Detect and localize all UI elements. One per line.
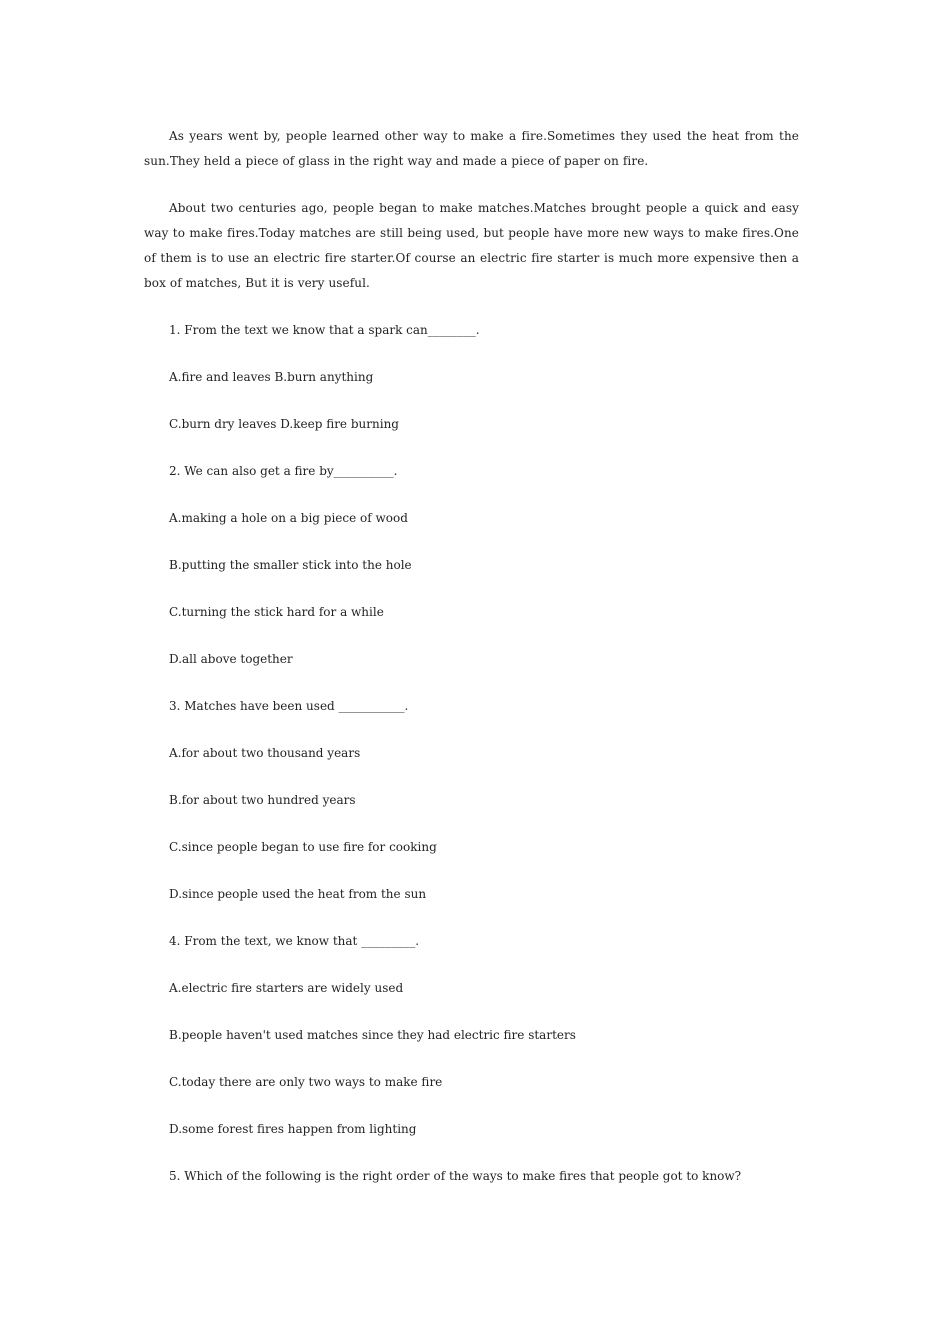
answer-option: B.people haven't used matches since they had electric fire starters (169, 1028, 576, 1042)
answer-option: D.all above together (169, 652, 293, 666)
answer-option: C.turning the stick hard for a while (169, 605, 384, 619)
answer-option: A.making a hole on a big piece of wood (169, 511, 408, 525)
question-stem: 4. From the text, we know that _________. (169, 934, 420, 948)
question-stem: 5. Which of the following is the right order of the ways to make fires that people got to know? (169, 1169, 742, 1183)
answer-option: A.for about two thousand years (169, 746, 361, 760)
answer-option: B.for about two hundred years (169, 793, 356, 807)
passage-paragraph: As years went by, people learned other way to make a fire.Sometimes they used the heat from the sun.They held a piece of glass in the right way and made a piece of paper on fire. (144, 129, 799, 168)
answer-option: A.electric fire starters are widely used (169, 981, 404, 995)
question-stem: 3. Matches have been used ___________. (169, 699, 409, 713)
answer-option: C.today there are only two ways to make fire (169, 1075, 443, 1089)
question-stem: 1. From the text we know that a spark can________. (169, 323, 480, 337)
answer-option: C.since people began to use fire for cooking (169, 840, 437, 854)
answer-option: B.putting the smaller stick into the hole (169, 558, 412, 572)
document-content (144, 124, 799, 1211)
answer-option: C.burn dry leaves D.keep fire burning (169, 417, 399, 431)
question-stem: 2. We can also get a fire by__________. (169, 464, 398, 478)
passage-paragraph: About two centuries ago, people began to make matches.Matches brought people a quick and easy way to make fires.Today matches are still being used, but people have more new ways to make fires.One of them is to use an electric fire starter.Of course an electric fire starter is much more expensive then a box of matches, But it is very useful. (144, 201, 799, 290)
answer-option: D.since people used the heat from the sun (169, 887, 427, 901)
answer-option: A.fire and leaves B.burn anything (169, 370, 374, 384)
answer-option: D.some forest fires happen from lighting (169, 1122, 417, 1136)
